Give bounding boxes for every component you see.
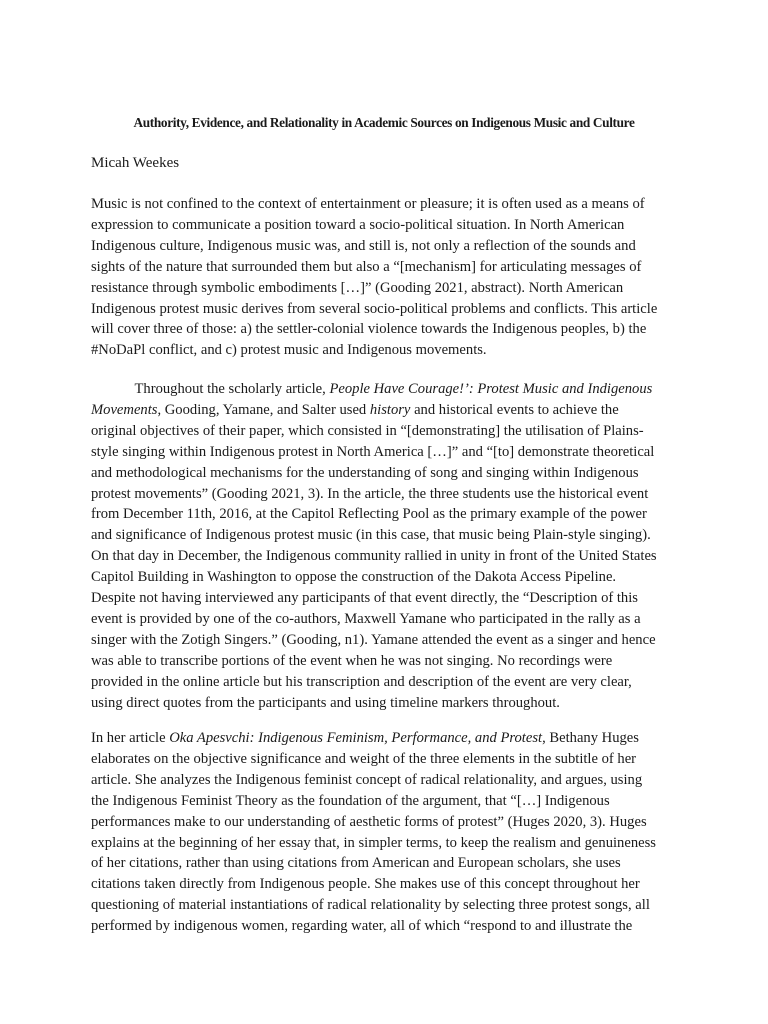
italic-title-text: history: [369, 401, 411, 418]
text-line: [91, 194, 691, 215]
body-text: sights of the nature that surrounded them but also a “[mechanism] for articulating messages of: [91, 258, 642, 275]
text-line: [91, 442, 691, 463]
document-title: Authority, Evidence, and Relationality in Academic Sources on Indigenous Music and Culture: [133, 115, 635, 130]
body-text: , Bethany Huges: [542, 730, 639, 746]
body-text: event is provided by one of the co-authors, Maxwell Yamane who participated in the rally as a: [91, 610, 641, 627]
body-text: Capitol Building in Washington to oppose the construction of the Dakota Access Pipeline.: [91, 569, 617, 586]
text-line: [91, 278, 691, 299]
body-text: was able to transcribe portions of the event when he was not singing. No recordings were: [91, 652, 613, 669]
body-text: and significance of Indigenous protest music (in this case, that music being Plain-style singing).: [91, 527, 651, 544]
body-text: of her citations, rather than using citations from American and European scholars, she uses: [91, 855, 621, 872]
italic-title-text: Oka Apesvchi: Indigenous Feminism, Performance, and Protest: [169, 730, 543, 746]
text-line: [91, 770, 691, 791]
body-text: , Gooding, Yamane, and Salter used: [157, 401, 370, 418]
body-text: style singing within Indigenous protest in North America […]” and “[to] demonstrate theoretical: [91, 443, 655, 460]
body-text: Despite not having interviewed any participants of that event directly, the “Description of this: [91, 590, 638, 607]
body-text: expression to communicate a position toward a socio-political situation. In North American: [91, 216, 625, 233]
body-paragraph-2: [91, 379, 691, 714]
text-line: [91, 693, 691, 714]
text-line: [91, 504, 691, 525]
text-line: [91, 236, 691, 257]
text-line: [91, 874, 691, 895]
text-line: [91, 791, 691, 812]
body-text: provided in the online article but his transcription and description of the event are very clear,: [91, 673, 632, 690]
body-text: elaborates on the objective significance and weight of the three elements in the subtitle of her: [91, 750, 637, 767]
text-line: [91, 379, 691, 400]
body-text: Indigenous culture, Indigenous music was, and still is, not only a reflection of the sounds and: [91, 237, 636, 254]
body-text: performances make to our understanding of aesthetic forms of protest” (Huges 2020, 3). Huges: [91, 813, 647, 830]
text-line: [91, 651, 691, 672]
text-line: [91, 525, 691, 546]
body-text: protest movements” (Gooding 2021, 3). In the article, the three students use the historical event: [91, 485, 649, 502]
body-text: and methodological mechanisms for the understanding of song and singing within Indigenous: [91, 464, 639, 481]
body-text: Throughout the scholarly article,: [91, 381, 330, 397]
text-line: [91, 609, 691, 630]
body-text: In her article: [91, 730, 170, 746]
body-text: Music is not confined to the context of entertainment or pleasure; it is often used as a means of: [91, 196, 645, 212]
body-text: citations taken directly from Indigenous people. She makes use of this concept throughout her: [91, 876, 640, 893]
text-line: [91, 567, 691, 588]
body-text: singer with the Zotigh Singers.” (Gooding, n1). Yamane attended the event as a singer and hence: [91, 631, 656, 648]
text-line: [91, 853, 691, 874]
text-line: [91, 257, 691, 278]
body-text: Indigenous protest music derives from several socio-political problems and conflicts. This article: [91, 300, 658, 317]
text-line: [91, 630, 691, 651]
text-line: [91, 484, 691, 505]
text-line: [91, 833, 691, 854]
body-text: #NoDaPl conflict, and c) protest music and Indigenous movements.: [91, 342, 487, 359]
body-text: from December 11th, 2016, at the Capitol Reflecting Pool as the primary example of the power: [91, 506, 647, 523]
text-line: [91, 319, 691, 340]
text-line: [91, 728, 691, 749]
body-paragraph-1: [91, 194, 691, 361]
body-text: On that day in December, the Indigenous community rallied in unity in front of the United States: [91, 548, 657, 565]
body-text: explains at the beginning of her essay that, in simpler terms, to keep the realism and genuineness: [91, 834, 656, 851]
text-line: [91, 400, 691, 421]
text-line: [91, 895, 691, 916]
text-line: [91, 299, 691, 320]
text-line: [91, 588, 691, 609]
text-line: [91, 546, 691, 567]
text-line: [91, 672, 691, 693]
text-line: [91, 421, 691, 442]
text-line: [91, 340, 691, 361]
body-text: will cover three of those: a) the settler-colonial violence towards the Indigenous peoples, b) the: [91, 321, 647, 338]
text-line: [91, 916, 691, 937]
body-text: article. She analyzes the Indigenous feminist concept of radical relationality, and argues, using: [91, 771, 643, 788]
body-text: performed by indigenous women, regarding water, all of which “respond to and illustrate the: [91, 918, 633, 935]
author-name: Micah Weekes: [91, 155, 180, 171]
body-text: and historical events to achieve the: [410, 401, 619, 418]
body-text: questioning of material instantiations of radical relationality by selecting three protest songs, all: [91, 897, 650, 914]
italic-title-text: People Have Courage!’: Protest Music and Indigenous: [329, 381, 653, 397]
body-text: the Indigenous Feminist Theory as the foundation of the argument, that “[…] Indigenous: [91, 792, 610, 809]
text-line: [91, 749, 691, 770]
text-line: [91, 463, 691, 484]
italic-title-text: Movements: [91, 401, 158, 418]
body-text: resistance through symbolic embodiments […]” (Gooding 2021, abstract). North American: [91, 279, 624, 296]
body-text: using direct quotes from the participants and using timeline markers throughout.: [91, 694, 560, 711]
body-text: original objectives of their paper, which consisted in “[demonstrating] the utilisation of Plains-: [91, 422, 644, 439]
body-paragraph-3: [91, 728, 691, 937]
text-line: [91, 812, 691, 833]
text-line: [91, 215, 691, 236]
